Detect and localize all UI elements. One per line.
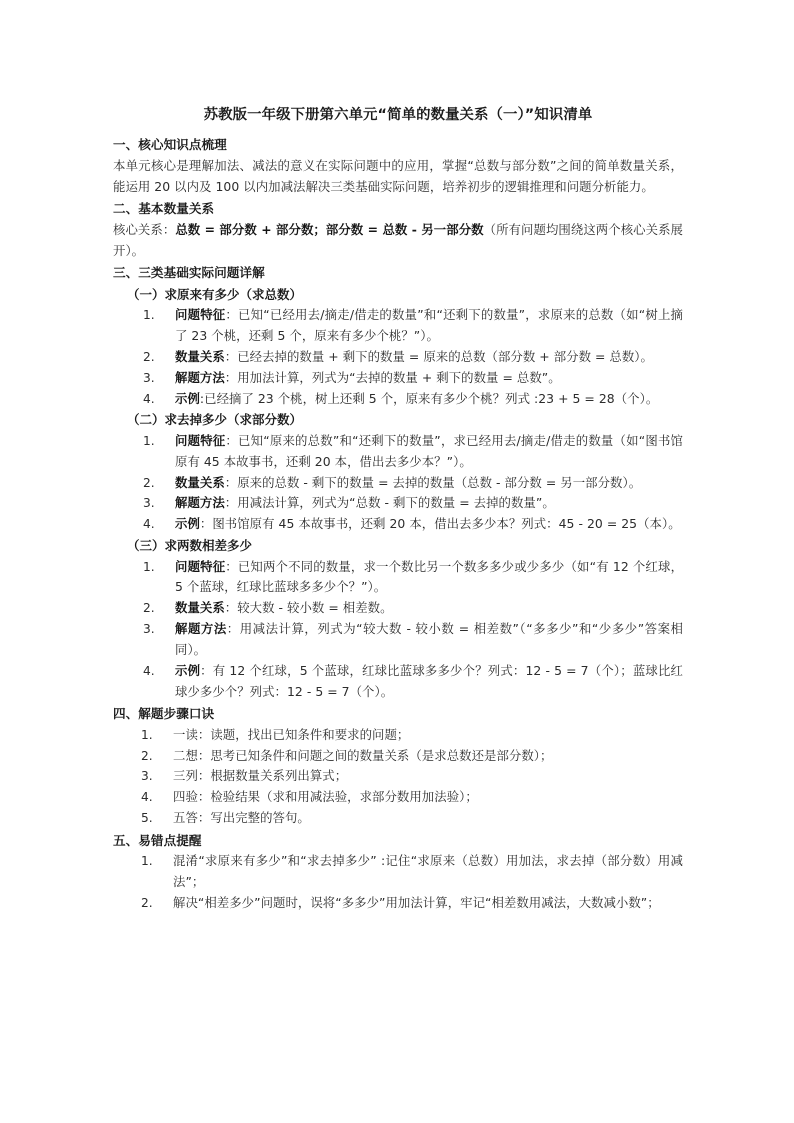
- list-marker: 1.: [143, 433, 155, 448]
- item-text: 一读：读题，找出已知条件和要求的问题；: [173, 726, 410, 742]
- list-item: [113, 851, 683, 893]
- list-item: [113, 661, 683, 703]
- item-separator: :: [199, 390, 205, 406]
- list-marker: 3.: [143, 496, 155, 511]
- item-text: 五答：写出完整的答句。: [173, 810, 310, 826]
- item-text: 已知“已经用去/摘走/借走的数量”和“还剩下的数量”，求原来的总数（如“树上摘了 23 个桃，还剩 5 个，原来有多少个桃？”）。: [175, 307, 683, 344]
- item-text: 二想：思考已知条件和问题之间的数量关系（是求总数还是部分数）；: [173, 747, 553, 763]
- item-label: 解题方法: [175, 369, 225, 385]
- item-text: 已知“原来的总数”和“还剩下的数量”，求已经用去/摘走/借走的数量（如“图书馆原有 45 本故事书，还剩 20 本，借出去多少本？”）。: [175, 432, 683, 469]
- list-marker: 4.: [143, 517, 155, 532]
- item-separator: ：: [224, 474, 238, 490]
- list-marker: 5.: [141, 811, 153, 826]
- list-item: [113, 368, 683, 389]
- list-marker: 1.: [141, 727, 153, 742]
- solution-steps-list: [113, 725, 683, 829]
- list-item: [113, 787, 683, 808]
- list-item: [113, 725, 683, 746]
- list-item: [113, 305, 683, 347]
- item-text: 图书馆原有 45 本故事书，还剩 20 本，借出去多少本？列式：45 - 20 = 25（本）。: [212, 516, 681, 532]
- item-label: 示例: [175, 390, 200, 406]
- item-separator: ：: [225, 307, 239, 323]
- list-marker: 2.: [143, 601, 155, 616]
- list-marker: 4.: [143, 663, 155, 678]
- problem-type-1-list: [113, 305, 683, 409]
- item-separator: ：: [224, 600, 238, 616]
- core-knowledge-paragraph: 本单元核心是理解加法、减法的意义在实际问题中的应用，掌握“总数与部分数”之间的简单数量关系，能运用 20 以内及 100 以内加减法解决三类基础实际问题，培养初步的逻辑推理和问题分析能力。: [113, 157, 683, 194]
- item-text: 已经摘了 23 个桃，树上还剩 5 个，原来有多少个桃？列式 :23 + 5 = 28（个）。: [204, 390, 659, 406]
- item-separator: ：: [224, 348, 238, 364]
- item-text: 已知两个不同的数量，求一个数比另一个数多多少或少多少（如“有 12 个红球，5 个蓝球，红球比蓝球多多少个？”）。: [175, 558, 684, 595]
- list-marker: 2.: [141, 895, 153, 910]
- list-item: [113, 808, 683, 829]
- item-separator: ：: [225, 432, 239, 448]
- section-heading-common-mistakes: 五、易错点提醒: [113, 832, 202, 848]
- list-item: [113, 473, 683, 494]
- item-text: 较大数 - 较小数 = 相差数。: [237, 600, 393, 616]
- item-text: 四验：检验结果（求和用减法验，求部分数用加法验）；: [173, 789, 478, 805]
- list-item: [113, 514, 683, 535]
- item-label: 解题方法: [175, 495, 225, 511]
- basic-relations-tail: （所有问题均围绕这两个核心关系展开）。: [113, 221, 683, 258]
- list-item: [113, 389, 683, 410]
- item-label: 数量关系: [175, 348, 225, 364]
- subsection-heading-find-total: （一）求原来有多少（求总数）: [127, 286, 303, 302]
- item-separator: ：: [226, 621, 240, 637]
- basic-relations-formula: 总数 = 部分数 + 部分数；部分数 = 总数 - 另一部分数: [175, 221, 484, 237]
- list-item: [113, 746, 683, 767]
- subsection-heading-find-difference: （三）求两数相差多少: [127, 538, 253, 554]
- item-text: 原来的总数 - 剩下的数量 = 去掉的数量（总数 - 部分数 = 另一部分数）。: [237, 474, 642, 490]
- page-title: 苏教版一年级下册第六单元“简单的数量关系（一）”知识清单: [203, 107, 593, 123]
- item-separator: ：: [224, 495, 238, 511]
- item-label: 问题特征: [175, 558, 226, 574]
- list-item: [113, 598, 683, 619]
- item-separator: ：: [225, 558, 238, 574]
- item-text: 混淆“求原来有多少”和“求去掉多少” :记住“求原来（总数）用加法，求去掉（部分数）用减法”；: [173, 853, 683, 890]
- section-heading-core-knowledge: 一、核心知识点梳理: [113, 137, 227, 153]
- list-item: [113, 766, 683, 787]
- list-marker: 3.: [143, 370, 155, 385]
- section-heading-basic-relations: 二、基本数量关系: [113, 201, 215, 217]
- item-text: 用减法计算，列式为“总数 - 剩下的数量 = 去掉的数量”。: [237, 495, 555, 511]
- item-text: 用减法计算，列式为“较大数 - 较小数 = 相差数”（“多多少”和“少多少”答案相同）。: [175, 621, 683, 657]
- common-mistakes-list: [113, 851, 683, 913]
- section-heading-three-problem-types: 三、三类基础实际问题详解: [113, 265, 265, 281]
- subsection-heading-find-part: （二）求去掉多少（求部分数）: [127, 412, 303, 428]
- list-marker: 4.: [141, 790, 153, 805]
- problem-type-3-list: [113, 557, 683, 703]
- item-label: 数量关系: [175, 600, 225, 616]
- basic-relations-lead: 核心关系：: [113, 221, 176, 237]
- item-label: 示例: [175, 516, 200, 532]
- item-separator: ：: [224, 369, 238, 385]
- list-item: [113, 557, 683, 599]
- list-item: [113, 893, 683, 914]
- item-separator: ：: [200, 662, 213, 678]
- list-marker: 2.: [143, 349, 155, 364]
- list-marker: 1.: [143, 559, 155, 574]
- item-text: 解决“相差多少”问题时，误将“多多少”用加法计算，牢记“相差数用减法，大数减小数”；: [173, 894, 660, 910]
- item-label: 数量关系: [175, 474, 225, 490]
- item-separator: ：: [199, 516, 213, 532]
- item-text: 三列：根据数量关系列出算式；: [173, 768, 348, 784]
- item-label: 问题特征: [175, 307, 226, 323]
- list-marker: 4.: [143, 391, 155, 406]
- list-marker: 1.: [141, 854, 153, 869]
- item-label: 示例: [175, 662, 201, 678]
- list-marker: 2.: [143, 475, 155, 490]
- problem-type-2-list: [113, 431, 683, 535]
- item-text: 用加法计算，列式为“去掉的数量 + 剩下的数量 = 总数”。: [237, 369, 561, 385]
- item-text: 有 12 个红球，5 个蓝球，红球比蓝球多多少个？列式：12 - 5 = 7（个）；蓝球比红球少多少个？列式：12 - 5 = 7（个）。: [175, 662, 683, 699]
- list-marker: 2.: [141, 748, 153, 763]
- list-item: [113, 347, 683, 368]
- list-marker: 3.: [141, 769, 153, 784]
- item-label: 问题特征: [175, 432, 226, 448]
- list-marker: 3.: [143, 622, 155, 637]
- list-item: [113, 619, 683, 661]
- list-item: [113, 493, 683, 514]
- basic-relations-paragraph: [113, 220, 683, 262]
- list-item: [113, 431, 683, 473]
- item-text: 已经去掉的数量 + 剩下的数量 = 原来的总数（部分数 + 部分数 = 总数）。: [237, 348, 653, 364]
- list-marker: 1.: [143, 308, 155, 323]
- item-label: 解题方法: [175, 621, 227, 637]
- section-heading-solution-steps: 四、解题步骤口诀: [113, 706, 215, 722]
